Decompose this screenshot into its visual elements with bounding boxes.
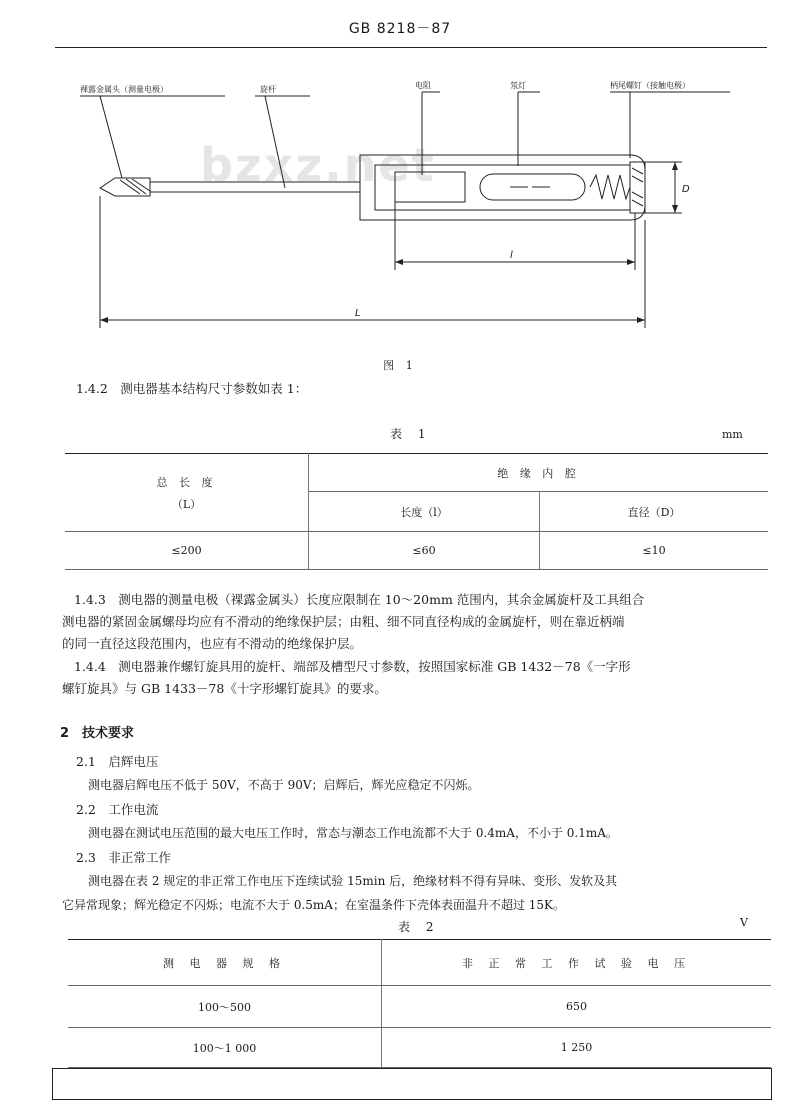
table1-title: 表 1 — [390, 427, 432, 441]
table-row — [68, 986, 771, 1028]
label-end-screw: 柄尾螺钉（接触电极） — [610, 81, 690, 90]
table2-col-spec: 测 电 器 规 格 — [68, 940, 382, 986]
section-2-1-text: 测电器启辉电压不低于 50V，不高于 90V；启辉后，辉光应稳定不闪烁。 — [88, 778, 480, 792]
table-row — [65, 532, 768, 570]
table1-cell: ≤200 — [65, 532, 309, 570]
label-dim-l: l — [510, 250, 513, 261]
table-1 — [65, 453, 768, 570]
table1-cell: ≤60 — [309, 532, 540, 570]
table1-cell: ≤10 — [540, 532, 769, 570]
header-rule — [55, 47, 767, 48]
figure-caption: 图 1 — [383, 359, 417, 372]
leader-rod — [265, 96, 285, 188]
para-1-4-2: 1.4.2 测电器基本结构尺寸参数如表 1： — [76, 381, 308, 396]
para-1-4-3: 1.4.3 测电器的测量电极（裸露金属头）长度应限制在 10～20mm 范围内，其余金属旋杆及工具组合 测电器的紧固金属螺母均应有不滑动的绝缘保护层；由粗、细不同直径构成的金属旋杆，则在靠近柄端 的同一直径这段范围内，也应有不滑动的绝缘保护层。 — [62, 592, 645, 651]
section-2-1-title: 2.1 启辉电压 — [76, 754, 159, 769]
label-dim-L: L — [355, 308, 361, 319]
table1-col-length: 长度（l） — [309, 492, 540, 532]
table2-cell: 100～1 000 — [68, 1028, 382, 1068]
table1-group-cavity: 绝 缘 内 腔 — [309, 454, 769, 492]
table-2 — [68, 939, 771, 1068]
table2-col-voltage: 非 正 常 工 作 试 验 电 压 — [382, 940, 772, 986]
label-resistor: 电阻 — [415, 81, 431, 90]
leader-bare-tip — [100, 96, 122, 178]
label-bare-tip: 裸露金属头（测量电极） — [80, 85, 168, 94]
section-2-heading: 2 技术要求 — [60, 726, 135, 741]
figure-1-diagram — [70, 70, 760, 350]
table2-unit: V — [740, 916, 748, 929]
section-2-3-title: 2.3 非正常工作 — [76, 850, 171, 865]
spring — [590, 175, 630, 199]
section-2-2-title: 2.2 工作电流 — [76, 802, 159, 817]
label-rod: 旋杆 — [260, 85, 276, 94]
table-row — [68, 1028, 771, 1068]
para-1-4-4: 1.4.4 测电器兼作螺钉旋具用的旋杆、端部及槽型尺寸参数，按照国家标准 GB 1432－78《一字形 螺钉旋具》与 GB 1433－78《十字形螺钉旋具》的要求。 — [62, 659, 631, 696]
section-2-3-text-2: 它异常现象；辉光稳定不闪烁；电流不大于 0.5mA；在室温条件下壳体表面温升不超过 15K。 — [62, 898, 565, 912]
resistor — [395, 172, 465, 202]
label-neon: 氖灯 — [510, 81, 526, 90]
section-2-2-text: 测电器在测试电压范围的最大电压工作时，常态与潮态工作电流都不大于 0.4mA，不小于 0.1mA。 — [88, 826, 618, 840]
bare-metal-tip — [100, 178, 150, 196]
section-2-3-text-1: 测电器在表 2 规定的非正常工作电压下连续试验 15min 后，绝缘材料不得有异味、变形、发软及其 — [88, 874, 618, 888]
table2-title: 表 2 — [398, 920, 440, 934]
table2-cell: 100～500 — [68, 986, 382, 1028]
watermark: bzxz.net — [200, 138, 436, 192]
label-dim-D: D — [682, 184, 690, 195]
table2-cell: 1 250 — [382, 1028, 772, 1068]
table1-unit: mm — [722, 428, 743, 441]
table1-col-diameter: 直径（D） — [540, 492, 769, 532]
table1-col-total-length: 总 长 度 （L） — [65, 454, 309, 532]
table2-cell: 650 — [382, 986, 772, 1028]
standard-number: GB 8218－87 — [348, 21, 452, 37]
bottom-frame — [52, 1068, 772, 1100]
